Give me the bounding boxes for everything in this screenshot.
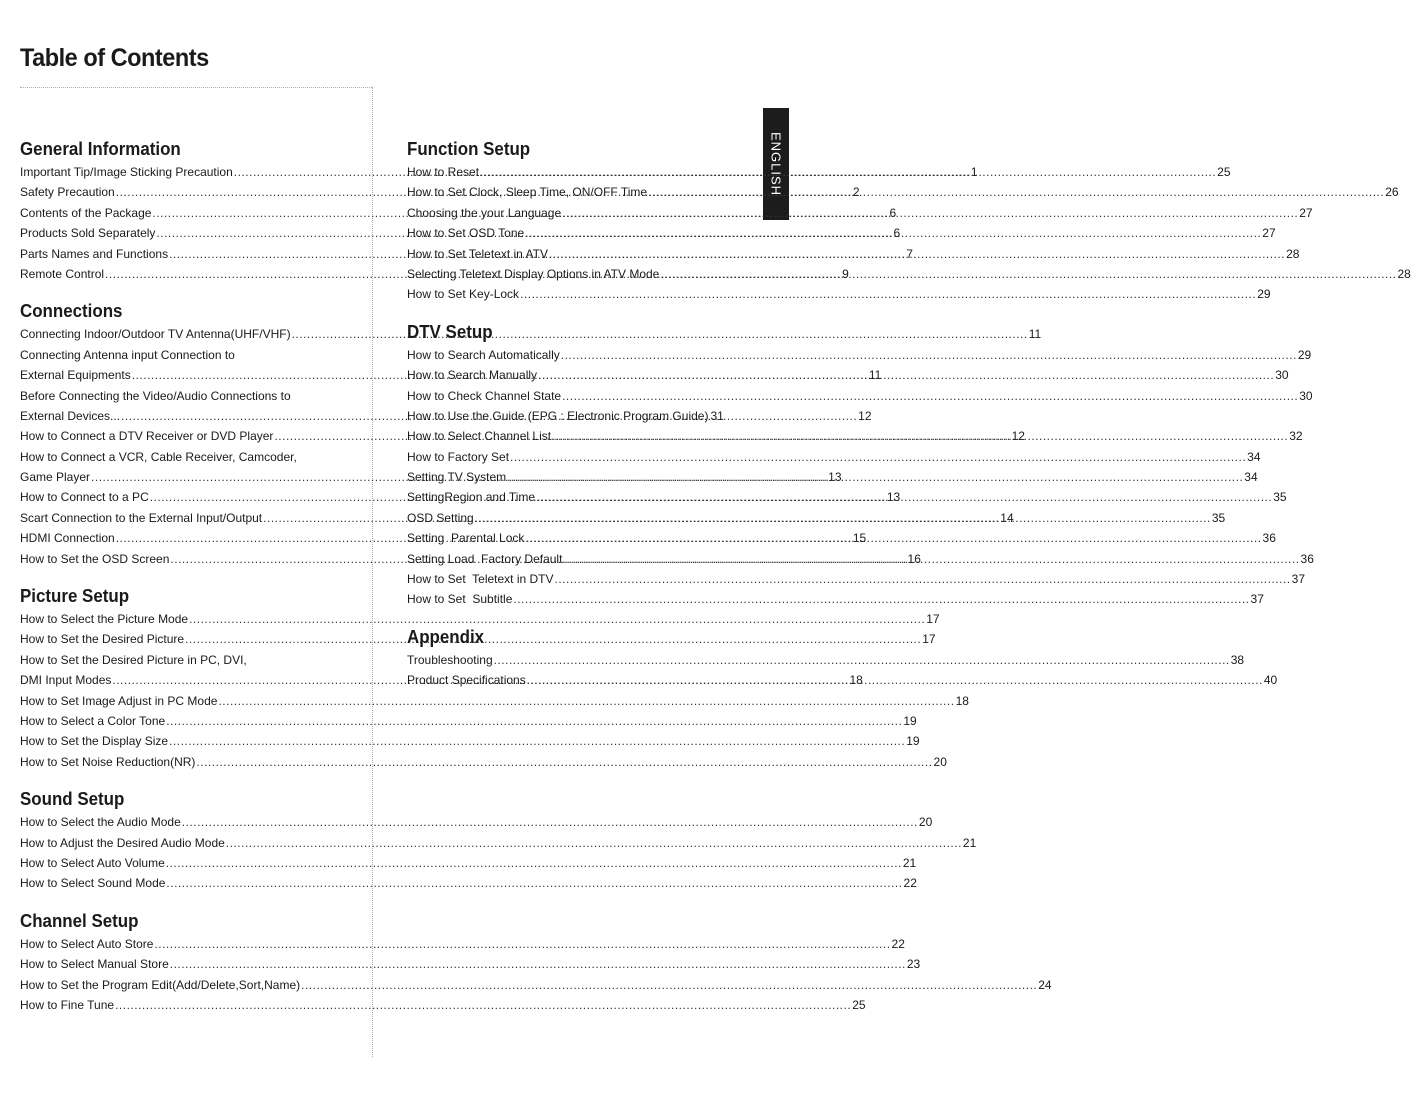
toc-entry[interactable] [407,284,1271,304]
toc-entry[interactable] [20,975,1052,995]
toc-dot-leader [527,670,1263,690]
toc-dot-leader [525,223,1261,243]
toc-page-number: 30 [1275,368,1289,383]
toc-entry[interactable] [20,853,917,873]
toc-entry-title: External Equipments [20,368,131,383]
toc-entry-title: Scart Connection to the External Input/Output [20,510,263,525]
toc-entry-title: Products Sold Separately [20,226,156,241]
toc-entry[interactable] [407,406,724,426]
toc-page-number: 26 [1385,185,1399,200]
toc-page-number: 38 [1230,652,1245,667]
toc-entry-title: Setting Parental Lock [407,531,525,546]
toc-entry[interactable] [407,162,1231,182]
toc-entry-title: How to Connect a VCR, Cable Receiver, Camcoder, [20,449,297,464]
toc-entry-title: HDMI Connection [20,531,115,546]
toc-entry-title: How to Factory Set [407,449,510,464]
toc-entry[interactable] [407,264,1411,284]
toc-entry[interactable] [407,569,1305,589]
toc-page-number: 16 [907,551,921,566]
toc-page-number: 31 [710,408,724,423]
toc-page-number: 14 [1000,510,1014,525]
toc-page-number: 24 [1038,977,1052,992]
toc-page-number: 34 [1244,470,1258,485]
toc-entry-title: How to Select Channel List [407,429,552,444]
toc-page-number: 35 [1211,510,1226,525]
toc-entry-title: Before Connecting the Video/Audio Connections to [20,388,291,403]
toc-entry[interactable] [20,711,917,731]
toc-page-number: 12 [1011,429,1025,444]
toc-entry-title: How to Set Clock, Sleep Time, ON/OFF Time [407,185,648,200]
toc-entry-title: How to Select the Audio Mode [20,815,181,830]
toc-entry-title: How to Set Teletext in ATV [407,246,548,261]
section-gap [20,772,333,786]
toc-entry[interactable] [407,223,1276,243]
toc-dot-leader [549,244,1285,264]
section-gap [407,305,720,319]
toc-entry-title: How to Connect to a PC [20,490,149,505]
toc-page-number: 36 [1300,551,1314,566]
toc-dot-leader [552,426,1288,446]
section-title: Sound Setup [20,789,125,810]
section-gap [20,569,333,583]
toc-entry[interactable] [20,934,905,954]
toc-dot-leader [536,487,1272,507]
toc-page-number: 40 [1263,673,1278,688]
header-divider [20,87,372,88]
toc-page-number: 27 [1262,226,1276,241]
toc-dot-leader [169,731,905,751]
section-title: Connections [20,301,123,322]
toc-page-number: 25 [1217,165,1231,179]
toc-page-number: 21 [902,855,917,870]
toc-dot-leader [154,934,890,954]
toc-entry[interactable] [407,203,1313,223]
toc-entry[interactable] [407,386,1313,406]
toc-dot-leader [538,365,1274,385]
toc-entry-title: Safety Precaution [20,185,115,200]
toc-entry-title: How to Select a Color Tone [20,713,166,728]
toc-page-number: 9 [842,266,849,281]
toc-dot-leader [226,833,962,853]
toc-page-number: 20 [933,754,947,769]
toc-entry[interactable] [20,609,940,629]
toc-entry-title: Game Player [20,470,91,485]
toc-entry[interactable] [20,386,333,406]
toc-entry-title: SettingRegion and Time [407,490,536,505]
toc-page-number: 37 [1250,592,1264,607]
toc-entry-title: Choosing the your Language [407,205,562,220]
toc-dot-leader [218,691,954,711]
toc-entry-title: Contents of the Package [20,205,152,220]
toc-entry[interactable] [20,650,333,670]
toc-dot-leader [507,467,1243,487]
toc-entry[interactable] [20,752,947,772]
section-channel-setup [20,908,1052,1016]
toc-dot-leader [301,975,1037,995]
toc-page-number: 18 [955,693,969,708]
section-sound-setup [20,786,977,894]
toc-entry[interactable] [407,244,1300,264]
language-tab-label: ENGLISH [768,131,784,197]
toc-page-number: 30 [1299,388,1313,403]
toc-dot-leader [520,284,1256,304]
toc-entry-title: How to Set the OSD Screen [20,551,170,566]
toc-entry[interactable] [407,345,1312,365]
toc-entry-title: How to Search Manually [407,368,538,383]
toc-page-number: 17 [922,632,936,647]
toc-dot-leader [562,203,1298,223]
toc-page-number: 7 [906,246,913,261]
toc-entry-title: How to Search Automatically [407,347,560,362]
page-title: Table of Contents [20,44,209,72]
toc-entry-title: Setting TV System [407,470,507,485]
toc-entry[interactable] [20,833,977,853]
toc-entry-title: How to Set the Desired Picture in PC, DVI, [20,652,247,667]
toc-page-number: 13 [828,470,842,485]
toc-page-number: 18 [849,673,863,688]
toc-entry[interactable] [407,589,1264,609]
toc-page-number: 11 [868,368,882,383]
toc-page-number: 34 [1247,449,1261,464]
toc-entry-title: OSD Setting [407,510,474,525]
toc-dot-leader [513,589,1249,609]
toc-entry-title: DMI Input Modes [20,673,112,688]
toc-dot-leader [182,812,918,832]
toc-page-number: 28 [1397,266,1411,281]
toc-entry-title: How to Select Auto Volume [20,855,165,870]
toc-entry-title: How to Use the Guide (EPG : Electronic Program Guide) [407,408,709,423]
toc-page-number: 6 [893,226,901,241]
toc-entry[interactable] [20,954,921,974]
section-gap [407,610,720,624]
toc-entry-title: How to Set Subtitle [407,592,513,607]
toc-entry-title: How to Check Channel State [407,388,562,403]
section-title: Function Setup [407,139,531,159]
toc-entry-title: How to Set the Desired Picture [20,632,185,647]
toc-entry-title: Setting Load Factory Default [407,551,563,566]
section-title: Channel Setup [20,910,139,931]
toc-entry-title: How to Reset [407,165,480,179]
toc-entry-title: How to Set the Display Size [20,734,169,749]
toc-entry-title: External Devices... [20,408,121,423]
toc-page-number: 29 [1257,287,1271,302]
toc-entry-title: How to Set Noise Reduction(NR) [20,754,196,769]
toc-entry-title: How to Set Image Adjust in PC Mode [20,693,218,708]
toc-dot-leader [555,569,1291,589]
toc-entry[interactable] [20,691,969,711]
toc-entry-title: Troubleshooting [407,652,493,667]
section-title: DTV Setup [407,321,493,342]
toc-page-number: 2 [852,185,860,200]
toc-dot-leader [562,386,1298,406]
toc-entry-title: How to Set OSD Tone [407,226,525,241]
toc-dot-leader [648,182,1384,202]
toc-page-number: 17 [926,612,940,627]
toc-page-number: 19 [903,713,917,728]
toc-page-number: 35 [1273,490,1287,505]
toc-entry[interactable] [20,731,920,751]
toc-entry[interactable] [407,182,1399,202]
section-gap [20,284,333,298]
toc-entry-title: How to Set the Program Edit(Add/Delete,Sort,Name) [20,977,301,992]
toc-entry-title: How to Set Key-Lock [407,287,520,302]
toc-page-number: 19 [906,734,920,749]
toc-page-number: 22 [891,936,905,951]
toc-entry-title: How to Select Sound Mode [20,876,166,891]
toc-dot-leader [196,752,932,772]
toc-entry-title: How to Adjust the Desired Audio Mode [20,835,225,850]
toc-page-number: 22 [903,876,917,891]
toc-entry-title: Remote Control [20,266,105,281]
toc-entry-title: Important Tip/Image Sticking Precaution [20,165,233,179]
toc-page-number: 13 [886,490,901,505]
toc-entry-title: Product Specifications [407,673,526,688]
toc-entry[interactable] [407,650,1245,670]
toc-dot-leader [561,345,1297,365]
toc-page-number: 27 [1299,205,1313,220]
toc-entry-title: How to Select Manual Store [20,957,169,972]
toc-page-number: 15 [852,531,867,546]
toc-page-number: 29 [1297,347,1312,362]
toc-page-number: 36 [1262,531,1276,546]
toc-entry[interactable] [407,447,1261,467]
toc-dot-leader [510,447,1246,467]
toc-dot-leader [660,264,1396,284]
toc-dot-leader [166,873,902,893]
toc-page-number: 1 [970,165,978,179]
toc-entry-title: Connecting Antenna input Connection to [20,347,235,362]
toc-dot-leader [563,549,1299,569]
toc-dot-leader [525,528,1261,548]
toc-dot-leader [475,508,1211,528]
toc-entry[interactable] [20,995,866,1015]
section-title: Appendix [407,626,485,647]
toc-dot-leader [166,711,902,731]
section-title: General Information [20,139,181,159]
toc-entry-title: Connecting Indoor/Outdoor TV Antenna(UHF/VHF) [20,327,291,342]
toc-dot-leader [170,954,906,974]
toc-entry-title: How to Connect a DTV Receiver or DVD Player [20,429,274,444]
toc-entry-title: How to Select Auto Store [20,936,154,951]
toc-page-number: 23 [906,957,921,972]
toc-page-number: 6 [889,205,897,220]
toc-entry-title: How to Select the Picture Mode [20,612,189,627]
toc-page-number: 11 [1028,327,1042,342]
toc-entry-title: How to Set Teletext in DTV [407,572,554,587]
toc-dot-leader [166,853,902,873]
toc-page-number: 21 [962,835,977,850]
toc-page-number: 20 [918,815,933,830]
toc-entry-title: Selecting Teletext Display Options in ATV Mode [407,266,660,281]
toc-dot-leader [494,650,1230,670]
toc-page-number: 28 [1286,246,1300,261]
toc-entry[interactable] [20,812,933,832]
section-gap [20,894,333,908]
toc-page-number: 12 [858,408,872,423]
toc-dot-leader [115,995,851,1015]
toc-entry-title: How to Fine Tune [20,997,115,1012]
toc-entry-title: Parts Names and Functions [20,246,169,261]
toc-page-number: 37 [1291,572,1305,587]
section-title: Picture Setup [20,586,130,607]
toc-entry[interactable] [20,873,917,893]
toc-entry[interactable] [20,447,333,467]
toc-page-number: 25 [852,997,866,1012]
toc-page-number: 32 [1289,429,1303,444]
toc-dot-leader [480,162,1216,182]
toc-entry[interactable] [20,345,333,365]
